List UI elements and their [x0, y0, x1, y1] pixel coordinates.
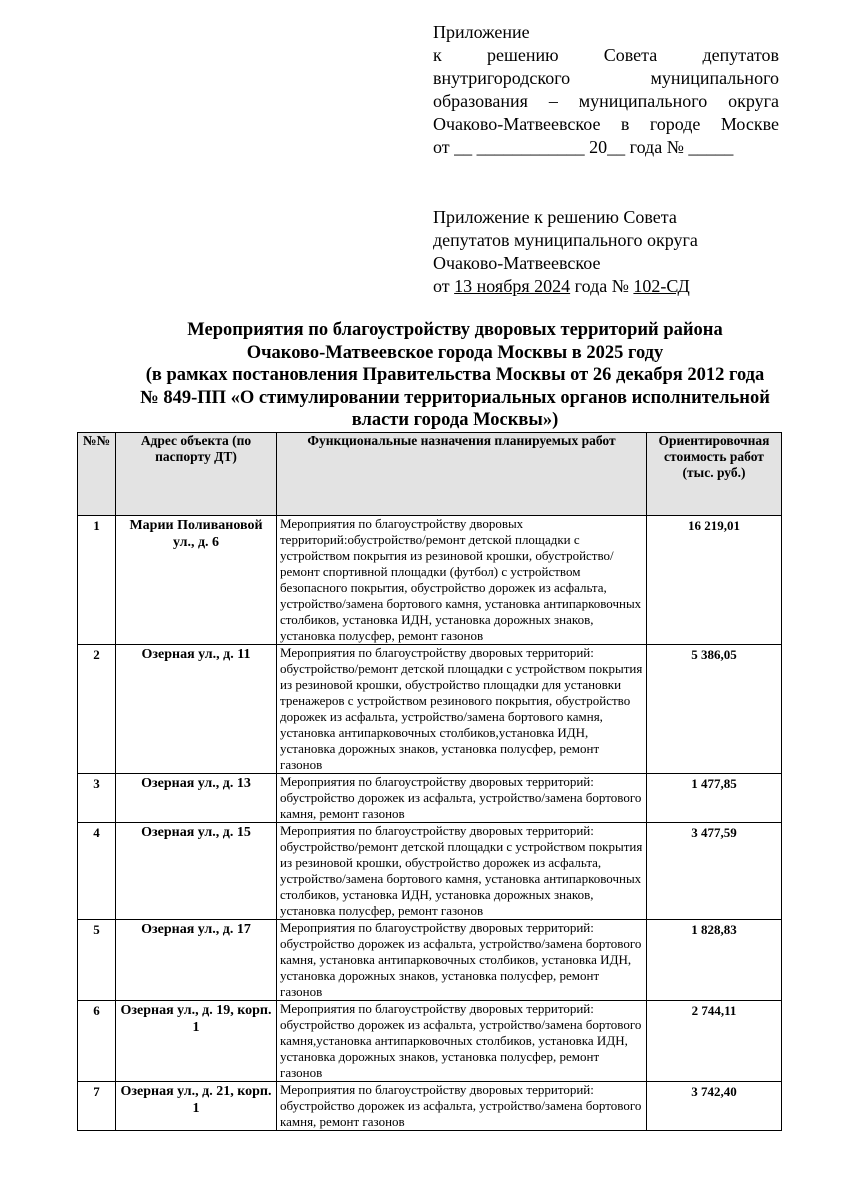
date-prefix: от	[433, 276, 455, 296]
attachment-old-date-line	[433, 275, 779, 298]
attachment-new-line: к решению Совета депутатов	[433, 45, 779, 65]
row-purpose: Мероприятия по благоустройству дворовых территорий: обустройство дорожек из асфальта, устройство/замена бортового камня, ремонт газонов	[277, 774, 647, 823]
attachment-old-line: депутатов муниципального округа	[433, 230, 698, 250]
row-num: 7	[78, 1082, 116, 1131]
row-cost: 16 219,01	[647, 516, 782, 645]
row-address: Марии Поливановой ул., д. 6	[116, 516, 277, 645]
row-cost: 5 386,05	[647, 645, 782, 774]
row-address: Озерная ул., д. 19, корп. 1	[116, 1001, 277, 1082]
table-row	[78, 645, 782, 774]
header-cost: Ориентировочная стоимость работ (тыс. руб.)	[647, 433, 782, 516]
row-num: 4	[78, 823, 116, 920]
attachment-new-line: внутригородского муниципального	[433, 68, 779, 88]
row-cost: 3 742,40	[647, 1082, 782, 1131]
header-num: №№	[78, 433, 116, 516]
row-purpose: Мероприятия по благоустройству дворовых территорий: обустройство/ремонт детской площадки с устройством покрытия из резиновой крошки, обустройство площадки для установки тренажеров с устройством резинового покрытия, обустройство дорожек из асфальта, устройство/замена бортового камня, установка антипарковочных столбиков,установка ИДН, установка дорожных знаков, установка полусфер, ремонт газонов	[277, 645, 647, 774]
header-purpose: Функциональные назначения планируемых работ	[277, 433, 647, 516]
attachment-new-line: Приложение	[433, 22, 530, 42]
row-cost: 1 828,83	[647, 920, 782, 1001]
table-row	[78, 774, 782, 823]
header-address: Адрес объекта (по паспорту ДТ)	[116, 433, 277, 516]
works-table	[77, 432, 782, 1131]
title-line: власти города Москвы»)	[351, 410, 559, 430]
row-address: Озерная ул., д. 11	[116, 645, 277, 774]
row-purpose: Мероприятия по благоустройству дворовых территорий: обустройство/ремонт детской площадки с устройством покрытия из резиновой крошки, обустройство дорожек из асфальта, устройство/замена бортового камня, установка антипарковочных столбиков, установка ИДН, установка дорожных знаков, установка полусфер, ремонт газонов	[277, 823, 647, 920]
row-purpose: Мероприятия по благоустройству дворовых территорий: обустройство дорожек из асфальта, устройство/замена бортового камня, ремонт газонов	[277, 1082, 647, 1131]
row-num: 5	[78, 920, 116, 1001]
row-num: 3	[78, 774, 116, 823]
row-cost: 3 477,59	[647, 823, 782, 920]
table-row	[78, 1001, 782, 1082]
title-line: Мероприятия по благоустройству дворовых территорий района	[187, 320, 723, 340]
table-row	[78, 823, 782, 920]
attachment-old-line: Приложение к решению Совета	[433, 207, 677, 227]
row-address: Озерная ул., д. 17	[116, 920, 277, 1001]
document-title	[60, 319, 848, 432]
row-address: Озерная ул., д. 15	[116, 823, 277, 920]
decision-number: 102-СД	[633, 276, 690, 296]
row-num: 1	[78, 516, 116, 645]
table-header-row	[78, 433, 782, 516]
row-purpose: Мероприятия по благоустройству дворовых территорий: обустройство дорожек из асфальта, устройство/замена бортового камня,установка антипарковочных столбиков, установка ИДН, установка дорожных знаков, установка полусфер, ремонт газонов	[277, 1001, 647, 1082]
table-row	[78, 1082, 782, 1131]
attachment-new-line: образования – муниципального округа	[433, 91, 779, 111]
attachment-block-new	[433, 21, 779, 159]
table-row	[78, 920, 782, 1001]
attachment-block-old	[433, 206, 779, 298]
attachment-old-line: Очаково-Матвеевское	[433, 253, 601, 273]
title-line: № 849-ПП «О стимулировании территориальных органов исполнительной	[140, 387, 770, 408]
row-purpose: Мероприятия по благоустройству дворовых территорий: обустройство дорожек из асфальта, устройство/замена бортового камня, установка антипарковочных столбиков, установка ИДН, установка дорожных знаков, установка полусфер, ремонт газонов	[277, 920, 647, 1001]
decision-date: 13 ноября 2024	[454, 276, 571, 296]
title-line: (в рамках постановления Правительства Москвы от 26 декабря 2012 года	[145, 365, 765, 385]
attachment-new-line: Очаково-Матвеевское в городе Москве	[433, 114, 779, 134]
row-num: 2	[78, 645, 116, 774]
date-middle: года №	[570, 276, 634, 296]
row-purpose: Мероприятия по благоустройству дворовых территорий:обустройство/ремонт детской площадки с устройством покрытия из резиновой крошки, обустройство/ремонт спортивной площадки (футбол) с устройством безопасного покрытия, обустройство дорожек из асфальта, устройство/замена бортового камня, установка антипарковочных столбиков, установка ИДН, установка дорожных знаков, установка полусфер, ремонт газонов	[277, 516, 647, 645]
row-address: Озерная ул., д. 13	[116, 774, 277, 823]
row-address: Озерная ул., д. 21, корп. 1	[116, 1082, 277, 1131]
row-cost: 2 744,11	[647, 1001, 782, 1082]
title-line: Очаково-Матвеевское города Москвы в 2025 году	[246, 342, 664, 363]
row-cost: 1 477,85	[647, 774, 782, 823]
attachment-new-line: от __ ____________ 20__ года № _____	[433, 137, 734, 157]
table-row	[78, 516, 782, 645]
row-num: 6	[78, 1001, 116, 1082]
